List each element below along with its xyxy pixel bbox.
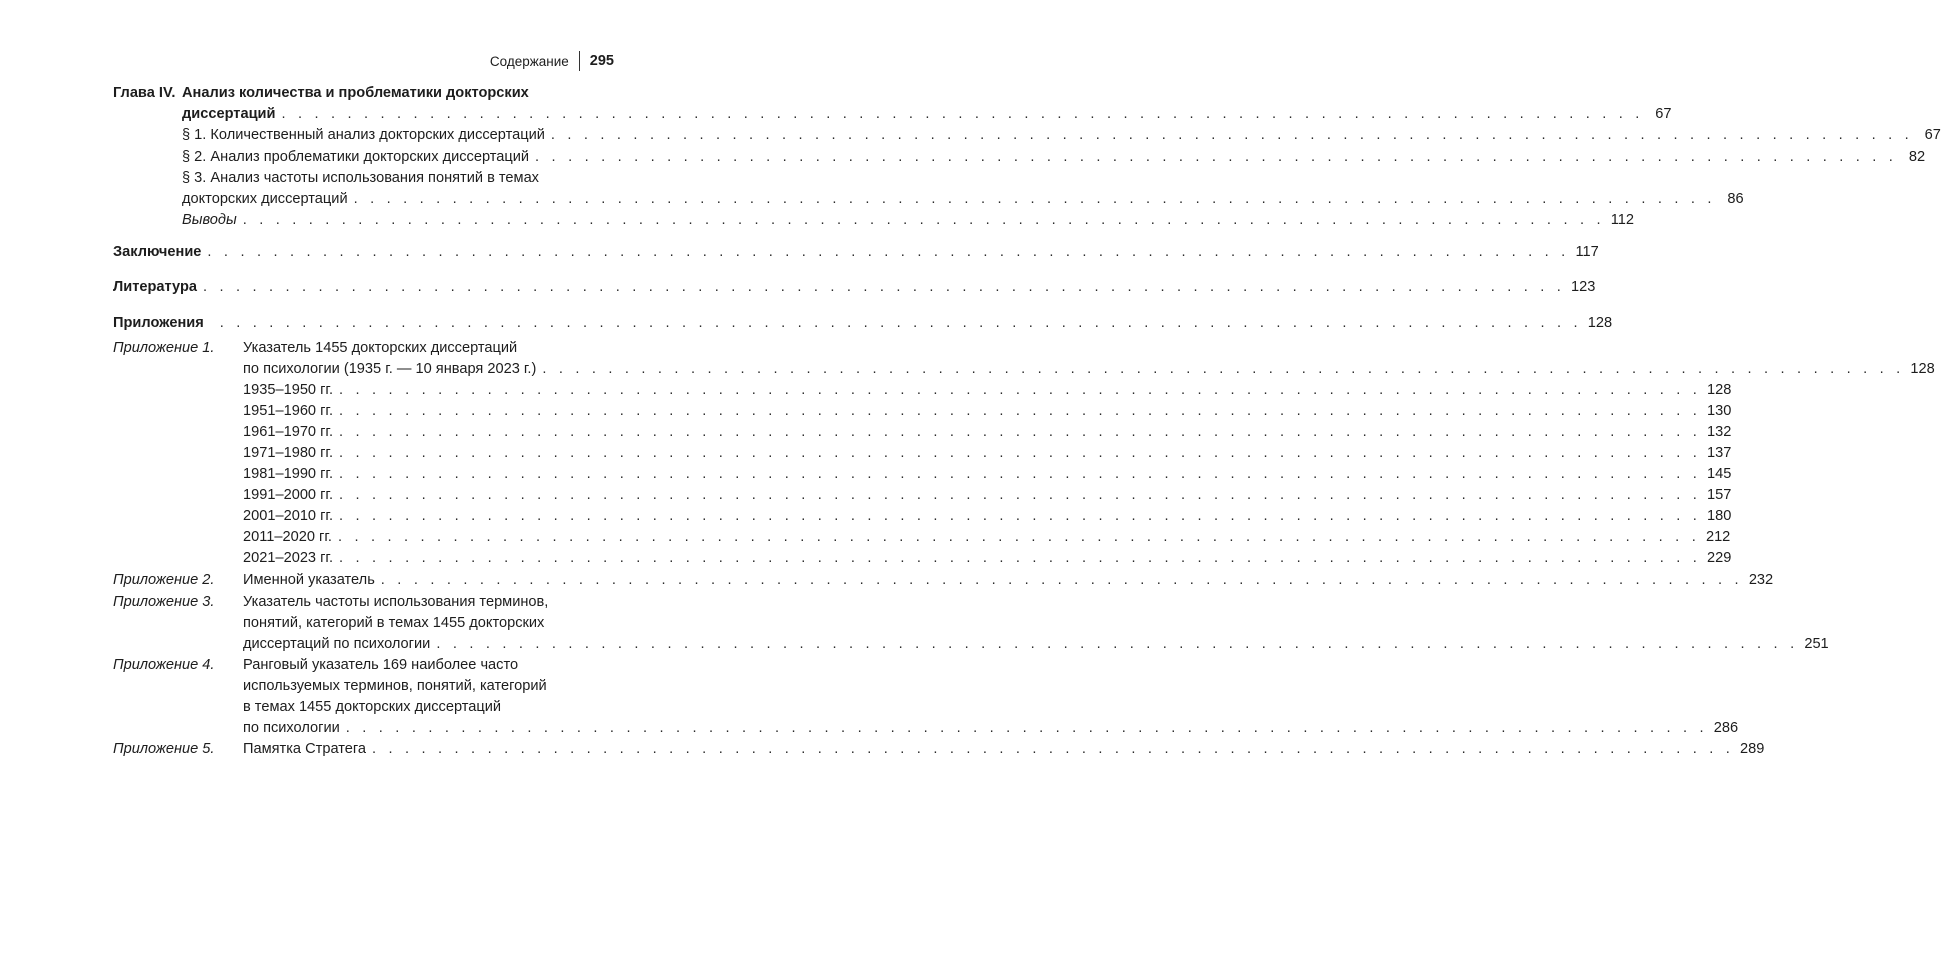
toc-entry-chapter4[interactable] xyxy=(182,104,1672,124)
period-title: 1991–2000 гг. xyxy=(243,487,334,503)
toc-page-number: 67 xyxy=(1655,106,1672,122)
dot-leader: . . . . . . . . . . . . . . . . . . . . . . . . . . . . . . . . . . . . . . . . . . . . . . . . . . . . . . . . . . . . . . . . . . . . . . . . . . . . . . . . . . . xyxy=(337,529,1700,545)
toc-page-number: 130 xyxy=(1707,403,1732,419)
toc-page-number: 132 xyxy=(1707,424,1732,440)
toc-entry-conclusions[interactable] xyxy=(182,210,1634,230)
appendix-3-label: Приложение 3. xyxy=(113,594,215,610)
toc-entry-appendix-2[interactable] xyxy=(243,570,1774,590)
dot-leader: . . . . . . . . . . . . . . . . . . . . . . . . . . . . . . . . . . . . . . . . . . . . . . . . . . . . . . . . . . . . . . . . . . . . . . . . . . . . . . . . . . . xyxy=(535,149,1898,165)
dot-leader: . . . . . . . . . . . . . . . . . . . . . . . . . . . . . . . . . . . . . . . . . . . . . . . . . . . . . . . . . . . . . . . . . . . . . . . . . . . . . . . . . . . xyxy=(436,636,1799,652)
appendix-2-label: Приложение 2. xyxy=(113,572,215,588)
toc-page-number: 145 xyxy=(1707,466,1732,482)
period-title: 1971–1980 гг. xyxy=(243,445,334,461)
appendix-3-title-line2: понятий, категорий в темах 1455 докторских xyxy=(243,615,545,631)
toc-entry-section-1[interactable] xyxy=(182,125,1941,145)
dot-leader: . . . . . . . . . . . . . . . . . . . . . . . . . . . . . . . . . . . . . . . . . . . . . . . . . . . . . . . . . . . . . . . . . . . . . . . . . . . . . . . . . . . xyxy=(372,741,1735,757)
chapter-title-line2: диссертаций xyxy=(182,106,276,122)
appendix-4-title-line4: по психологии xyxy=(243,720,340,736)
dot-leader: . . . . . . . . . . . . . . . . . . . . . . . . . . . . . . . . . . . . . . . . . . . . . . . . . . . . . . . . . . . . . . . . . . . . . . . . . . . . . . . . . . . xyxy=(345,720,1708,736)
appendix-4-title-line1: Ранговый указатель 169 наиболее часто xyxy=(243,657,519,673)
toc-entry-appendix-4[interactable] xyxy=(243,718,1739,738)
section-3-title-line2: докторских диссертаций xyxy=(182,191,348,207)
conclusions-title: Выводы xyxy=(182,212,237,228)
toc-page-number: 117 xyxy=(1575,244,1599,260)
period-title: 1981–1990 гг. xyxy=(243,466,334,482)
dot-leader: . . . . . . . . . . . . . . . . . . . . . . . . . . . . . . . . . . . . . . . . . . . . . . . . . . . . . . . . . . . . . . . . . . . . . . . . . . . . . . . . . . . xyxy=(339,550,1702,566)
period-title: 1935–1950 гг. xyxy=(243,382,334,398)
period-title: 1951–1960 гг. xyxy=(243,403,334,419)
toc-page-number: 286 xyxy=(1713,720,1739,736)
toc-page-number: 128 xyxy=(1910,361,1935,377)
header-divider xyxy=(579,51,580,71)
appendix-1-title-line2: по психологии (1935 г. — 10 января 2023 г.) xyxy=(243,361,537,377)
toc-page-number: 157 xyxy=(1707,487,1732,503)
dot-leader: . . . . . . . . . . . . . . . . . . . . . . . . . . . . . . . . . . . . . . . . . . . . . . . . . . . . . . . . . . . . . . . . . . . . . . . . . . . . . . . . . . . xyxy=(339,508,1702,524)
dot-leader: . . . . . . . . . . . . . . . . . . . . . . . . . . . . . . . . . . . . . . . . . . . . . . . . . . . . . . . . . . . . . . . . . . . . . . . . . . . . . . . . . . . xyxy=(550,127,1913,143)
running-header-title: Содержание xyxy=(489,53,569,69)
running-header xyxy=(490,51,614,71)
conclusion-title: Заключение xyxy=(113,244,202,260)
chapter-label: Глава IV. xyxy=(113,85,176,101)
dot-leader: . . . . . . . . . . . . . . . . . . . . . . . . . . . . . . . . . . . . . . . . . . . . . . . . . . . . . . . . . . . . . . . . . . . . . . . . . . . . . . . . . . . xyxy=(339,382,1702,398)
dot-leader: . . . . . . . . . . . . . . . . . . . . . . . . . . . . . . . . . . . . . . . . . . . . . . . . . . . . . . . . . . . . . . . . . . . . . . . . . . . . . . . . . . . xyxy=(339,403,1702,419)
appendix-4-title-line2: используемых терминов, понятий, категорий xyxy=(243,678,547,694)
toc-page-number: 251 xyxy=(1804,636,1829,652)
toc-entry-section-3[interactable] xyxy=(182,189,1744,209)
toc-page-number: 232 xyxy=(1748,572,1774,588)
toc-entry-period[interactable] xyxy=(243,443,1732,463)
toc-page-number: 137 xyxy=(1707,445,1732,461)
appendices-title: Приложения xyxy=(113,315,204,331)
dot-leader: . . . . . . . . . . . . . . . . . . . . . . . . . . . . . . . . . . . . . . . . . . . . . . . . . . . . . . . . . . . . . . . . . . . . . . . . . . . . . . . . . . . xyxy=(242,212,1605,228)
toc-entry-appendices[interactable] xyxy=(113,313,1613,333)
page-number: 295 xyxy=(589,53,614,69)
toc-entry-period[interactable] xyxy=(243,380,1732,400)
literature-title: Литература xyxy=(113,279,197,295)
dot-leader: . . . . . . . . . . . . . . . . . . . . . . . . . . . . . . . . . . . . . . . . . . . . . . . . . . . . . . . . . . . . . . . . . . . . . . . . . . . . . . . . . . . xyxy=(281,106,1644,122)
appendix-1-label: Приложение 1. xyxy=(113,340,215,356)
toc-entry-literature[interactable] xyxy=(113,277,1596,297)
appendix-2-title: Именной указатель xyxy=(243,572,375,588)
toc-page-number: 128 xyxy=(1707,382,1732,398)
toc-entry-period[interactable] xyxy=(243,548,1732,568)
toc-page-number: 212 xyxy=(1705,529,1731,545)
dot-leader: . . . . . . . . . . . . . . . . . . . . . . . . . . . . . . . . . . . . . . . . . . . . . . . . . . . . . . . . . . . . . . . . . . . . . . . . . . . . . . . . . . . xyxy=(542,361,1905,377)
appendix-5-title: Памятка Стратега xyxy=(243,741,366,757)
dot-leader: . . . . . . . . . . . . . . . . . . . . . . . . . . . . . . . . . . . . . . . . . . . . . . . . . . . . . . . . . . . . . . . . . . . . . . . . . . . . . . . . . . . xyxy=(380,572,1743,588)
toc-page-number: 86 xyxy=(1727,191,1744,207)
dot-leader: . . . . . . . . . . . . . . . . . . . . . . . . . . . . . . . . . . . . . . . . . . . . . . . . . . . . . . . . . . . . . . . . . . . . . . . . . . . . . . . . . . . xyxy=(339,487,1702,503)
toc-page-number: 123 xyxy=(1571,279,1596,295)
appendix-4-label: Приложение 4. xyxy=(113,657,215,673)
chapter-title-line1: Анализ количества и проблематики докторских xyxy=(182,85,529,101)
toc-page-number: 180 xyxy=(1707,508,1732,524)
toc-entry-appendix-1[interactable] xyxy=(243,359,1935,379)
appendix-3-title-line1: Указатель частоты использования терминов, xyxy=(243,594,549,610)
toc-page-number: 289 xyxy=(1740,741,1765,757)
section-title: § 1. Количественный анализ докторских диссертаций xyxy=(182,127,545,143)
dot-leader: . . . . . . . . . . . . . . . . . . . . . . . . . . . . . . . . . . . . . . . . . . . . . . . . . . . . . . . . . . . . . . . . . . . . . . . . . . . . . . . . . . . xyxy=(202,279,1565,295)
toc-page-number: 229 xyxy=(1707,550,1732,566)
toc-page-number: 128 xyxy=(1587,315,1613,331)
dot-leader: . . . . . . . . . . . . . . . . . . . . . . . . . . . . . . . . . . . . . . . . . . . . . . . . . . . . . . . . . . . . . . . . . . . . . . . . . . . . . . . . . . . xyxy=(219,315,1582,331)
toc-page-number: 82 xyxy=(1908,149,1926,165)
appendix-3-title-line3: диссертаций по психологии xyxy=(243,636,431,652)
appendix-1-title-line1: Указатель 1455 докторских диссертаций xyxy=(243,340,518,356)
toc-entry-appendix-5[interactable] xyxy=(243,739,1765,759)
period-title: 2021–2023 гг. xyxy=(243,550,334,566)
appendix-5-label: Приложение 5. xyxy=(113,741,215,757)
toc-entry-conclusion[interactable] xyxy=(113,242,1599,262)
dot-leader: . . . . . . . . . . . . . . . . . . . . . . . . . . . . . . . . . . . . . . . . . . . . . . . . . . . . . . . . . . . . . . . . . . . . . . . . . . . . . . . . . . . xyxy=(207,244,1570,260)
toc-entry-appendix-3[interactable] xyxy=(243,634,1829,654)
toc-page-number: 67 xyxy=(1924,127,1941,143)
dot-leader: . . . . . . . . . . . . . . . . . . . . . . . . . . . . . . . . . . . . . . . . . . . . . . . . . . . . . . . . . . . . . . . . . . . . . . . . . . . . . . . . . . . xyxy=(339,466,1702,482)
section-3-title-line1: § 3. Анализ частоты использования понятий в темах xyxy=(182,170,539,186)
toc-page-number: 112 xyxy=(1610,212,1634,228)
toc-entry-period[interactable] xyxy=(243,485,1732,505)
toc-entry-period[interactable] xyxy=(243,506,1732,526)
dot-leader: . . . . . . . . . . . . . . . . . . . . . . . . . . . . . . . . . . . . . . . . . . . . . . . . . . . . . . . . . . . . . . . . . . . . . . . . . . . . . . . . . . . xyxy=(339,445,1702,461)
section-title: § 2. Анализ проблематики докторских диссертаций xyxy=(182,149,530,165)
appendix-4-title-line3: в темах 1455 докторских диссертаций xyxy=(243,699,502,715)
dot-leader: . . . . . . . . . . . . . . . . . . . . . . . . . . . . . . . . . . . . . . . . . . . . . . . . . . . . . . . . . . . . . . . . . . . . . . . . . . . . . . . . . . . xyxy=(353,191,1716,207)
period-title: 1961–1970 гг. xyxy=(243,424,334,440)
toc-entry-period[interactable] xyxy=(243,422,1732,442)
toc-entry-section-2[interactable] xyxy=(182,147,1926,167)
toc-entry-period[interactable] xyxy=(243,401,1732,421)
toc-entry-period[interactable] xyxy=(243,527,1731,547)
dot-leader: . . . . . . . . . . . . . . . . . . . . . . . . . . . . . . . . . . . . . . . . . . . . . . . . . . . . . . . . . . . . . . . . . . . . . . . . . . . . . . . . . . . xyxy=(339,424,1702,440)
toc-entry-period[interactable] xyxy=(243,464,1732,484)
period-title: 2001–2010 гг. xyxy=(243,508,334,524)
period-title: 2011–2020 гг. xyxy=(243,529,332,545)
